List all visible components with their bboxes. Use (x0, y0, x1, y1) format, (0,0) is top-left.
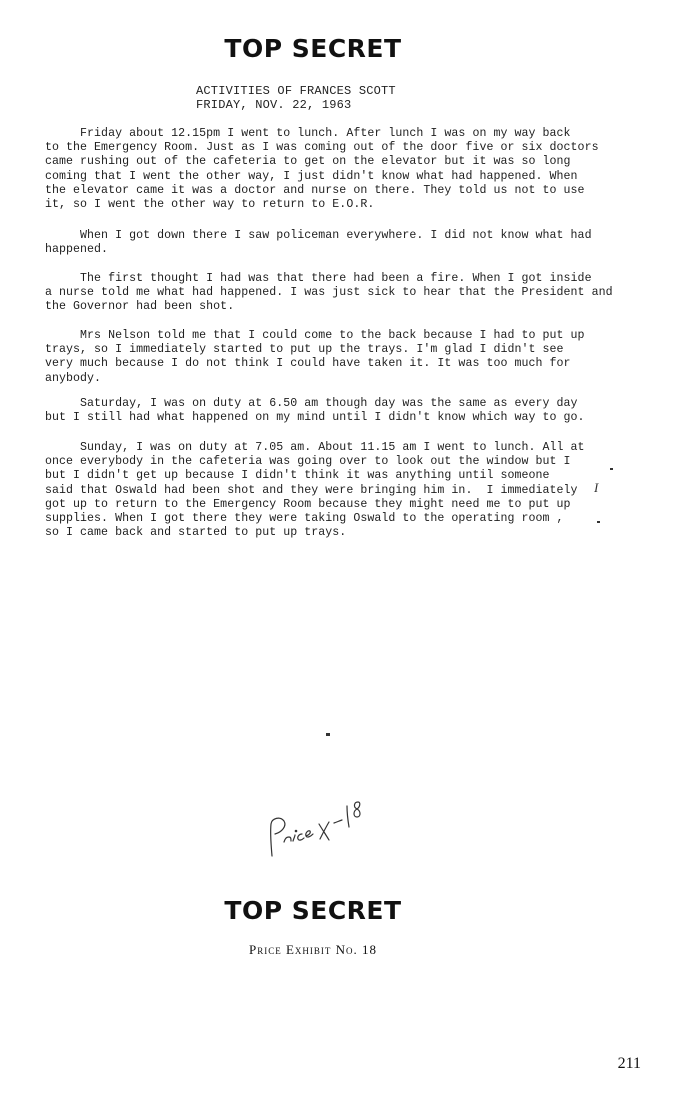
top-secret-stamp-bottom: TOP SECRET (224, 896, 402, 925)
paragraph-mrs-nelson (45, 329, 645, 386)
text-line: the elevator came it was a doctor and nurse on there. They told us not to use (45, 183, 585, 197)
text-line: anybody. (45, 371, 102, 385)
paragraph-sunday (45, 441, 645, 540)
text-line: Sunday, I was on duty at 7.05 am. About 11.15 am I went to lunch. All at (45, 441, 585, 454)
scan-speck (597, 521, 600, 523)
handwritten-signature (262, 794, 392, 864)
text-line: to the Emergency Room. Just as I was coming out of the door five or six doctors (45, 141, 599, 155)
page-number: 211 (617, 1055, 641, 1072)
scan-speck (326, 733, 330, 736)
text-line: supplies. When I got there they were taking Oswald to the operating room , (45, 512, 564, 526)
paragraph-friday-lunch (45, 127, 645, 212)
text-line: said that Oswald had been shot and they were bringing him in. I immediately (45, 483, 578, 497)
text-line: but I still had what happened on my mind until I didn't know which way to go. (45, 411, 585, 425)
exhibit-label (0, 942, 657, 958)
text-line: came rushing out of the cafeteria to get on the elevator but it was so long (45, 155, 571, 169)
scan-speck (610, 468, 613, 470)
text-line: The first thought I had was that there had been a fire. When I got inside (45, 272, 592, 285)
text-line: so I came back and started to put up trays. (45, 526, 347, 540)
text-line: happened. (45, 243, 109, 257)
text-line: the Governor had been shot. (45, 300, 235, 314)
text-line: it, so I went the other way to return to E.O.R. (45, 198, 375, 212)
top-secret-stamp-top: TOP SECRET (224, 34, 402, 63)
exhibit-label-text: Price Exhibit No. 18 (248, 942, 378, 957)
text-line: got up to return to the Emergency Room because they might need me to put up (45, 497, 571, 511)
text-line: When I got down there I saw policeman everywhere. I did not know what had (45, 229, 592, 242)
text-line: Saturday, I was on duty at 6.50 am though day was the same as every day (45, 397, 578, 410)
paragraph-policeman (45, 229, 645, 257)
text-line: a nurse told me what had happened. I was just sick to hear that the President and (45, 286, 613, 300)
text-line: trays, so I immediately started to put up the trays. I'm glad I didn't see (45, 343, 564, 357)
document-title: ACTIVITIES OF FRANCES SCOTT (196, 84, 396, 98)
text-line: Mrs Nelson told me that I could come to the back because I had to put up (45, 329, 585, 342)
text-line: very much because I do not think I could have taken it. It was too much for (45, 357, 571, 371)
paragraph-saturday (45, 397, 645, 425)
paragraph-first-thought (45, 272, 645, 315)
text-line: but I didn't get up because I didn't think it was anything until someone (45, 469, 550, 483)
text-line: coming that I went the other way, I just didn't know what had happened. When (45, 169, 578, 183)
text-line: Friday about 12.15pm I went to lunch. After lunch I was on my way back (45, 127, 571, 140)
margin-mark: I (594, 480, 599, 495)
text-line: once everybody in the cafeteria was going over to look out the window but I (45, 455, 571, 469)
document-date: FRIDAY, NOV. 22, 1963 (196, 98, 352, 112)
